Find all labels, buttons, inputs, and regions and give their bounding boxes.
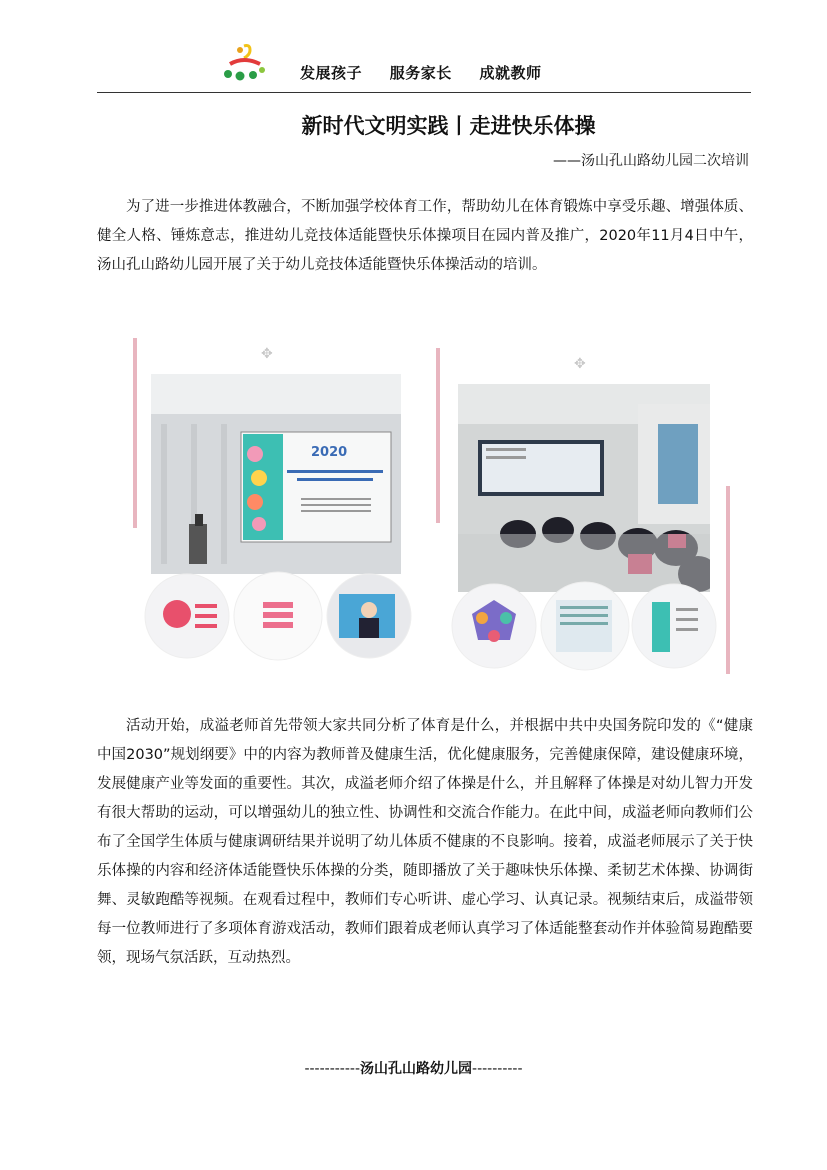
screen-year: 2020 [311,445,348,460]
header-slogans [300,62,564,83]
article-title: 新时代文明实践丨走进快乐体操 [301,113,596,138]
slogan-3: 成就教师 [479,64,542,82]
photo-collage-1 [133,338,423,668]
paragraph-body: 活动开始，成溢老师首先带领大家共同分析了体育是什么，并根据中共中央国务院印发的《“健康中国2030”规划纲要》中的内容为教师普及健康生活，优化健康服务，完善健康保障，建设健康环境，发展健康产业等发面的重要性。其次，成溢老师介绍了体操是什么，并且解释了体操是对幼儿智力开发有很大帮助的运动，可以增强幼儿的独立性、协调性和交流合作能力。在此中间，成溢老师向教师们公布了全国学生体质与健康调研结果并说明了幼儿体质不健康的不良影响。接着，成溢老师展示了关于快乐体操的内容和经济体适能暨快乐体操的分类，随即播放了关于趣味快乐体操、柔韧艺术体操、协调街舞、灵敏跑酷等视频。在观看过程中，教师们专心听讲、虚心学习、认真记录。视频结束后，成溢带领每一位教师进行了多项体育游戏活动，教师们跟着成老师认真学习了体适能整套动作并体验简易跑酷要领，现场气氛活跃，互动热烈。 [97,718,753,966]
photo-collage-2 [436,348,736,676]
photo-training-room [458,384,710,592]
paragraph-intro: 为了进一步推进体教融合，不断加强学校体育工作，帮助幼儿在体育锻炼中享受乐趣、增强体质、健全人格、锤炼意志，推进幼儿竞技体适能暨快乐体操项目在园内普及推广，2020年11月4日中午，汤山孔山路幼儿园开展了关于幼儿竞技体适能暨快乐体操活动的培训。 [97,199,753,273]
kindergarten-logo [220,42,268,82]
puzzle-icon: ✥ [261,346,273,362]
puzzle-icon: ✥ [574,356,586,372]
photo-slide-thumbnails [143,566,413,666]
footer-dash-left: ----------- [304,1061,361,1077]
slogan-2: 服务家长 [389,64,452,82]
pink-accent-bar [133,338,137,528]
slogan-1: 发展孩子 [300,64,363,82]
article-footer [0,1058,827,1078]
photo-lecture-hall [151,374,401,574]
pink-accent-bar [726,486,730,674]
footer-text: 汤山孔山路幼儿园 [360,1061,473,1077]
article-subtitle: ——汤山孔山路幼儿园二次培训 [553,153,749,169]
photo-slide-thumbnails [448,578,718,676]
page-header [97,40,751,93]
pink-accent-bar [436,348,440,523]
footer-dash-right: ---------- [472,1061,523,1077]
